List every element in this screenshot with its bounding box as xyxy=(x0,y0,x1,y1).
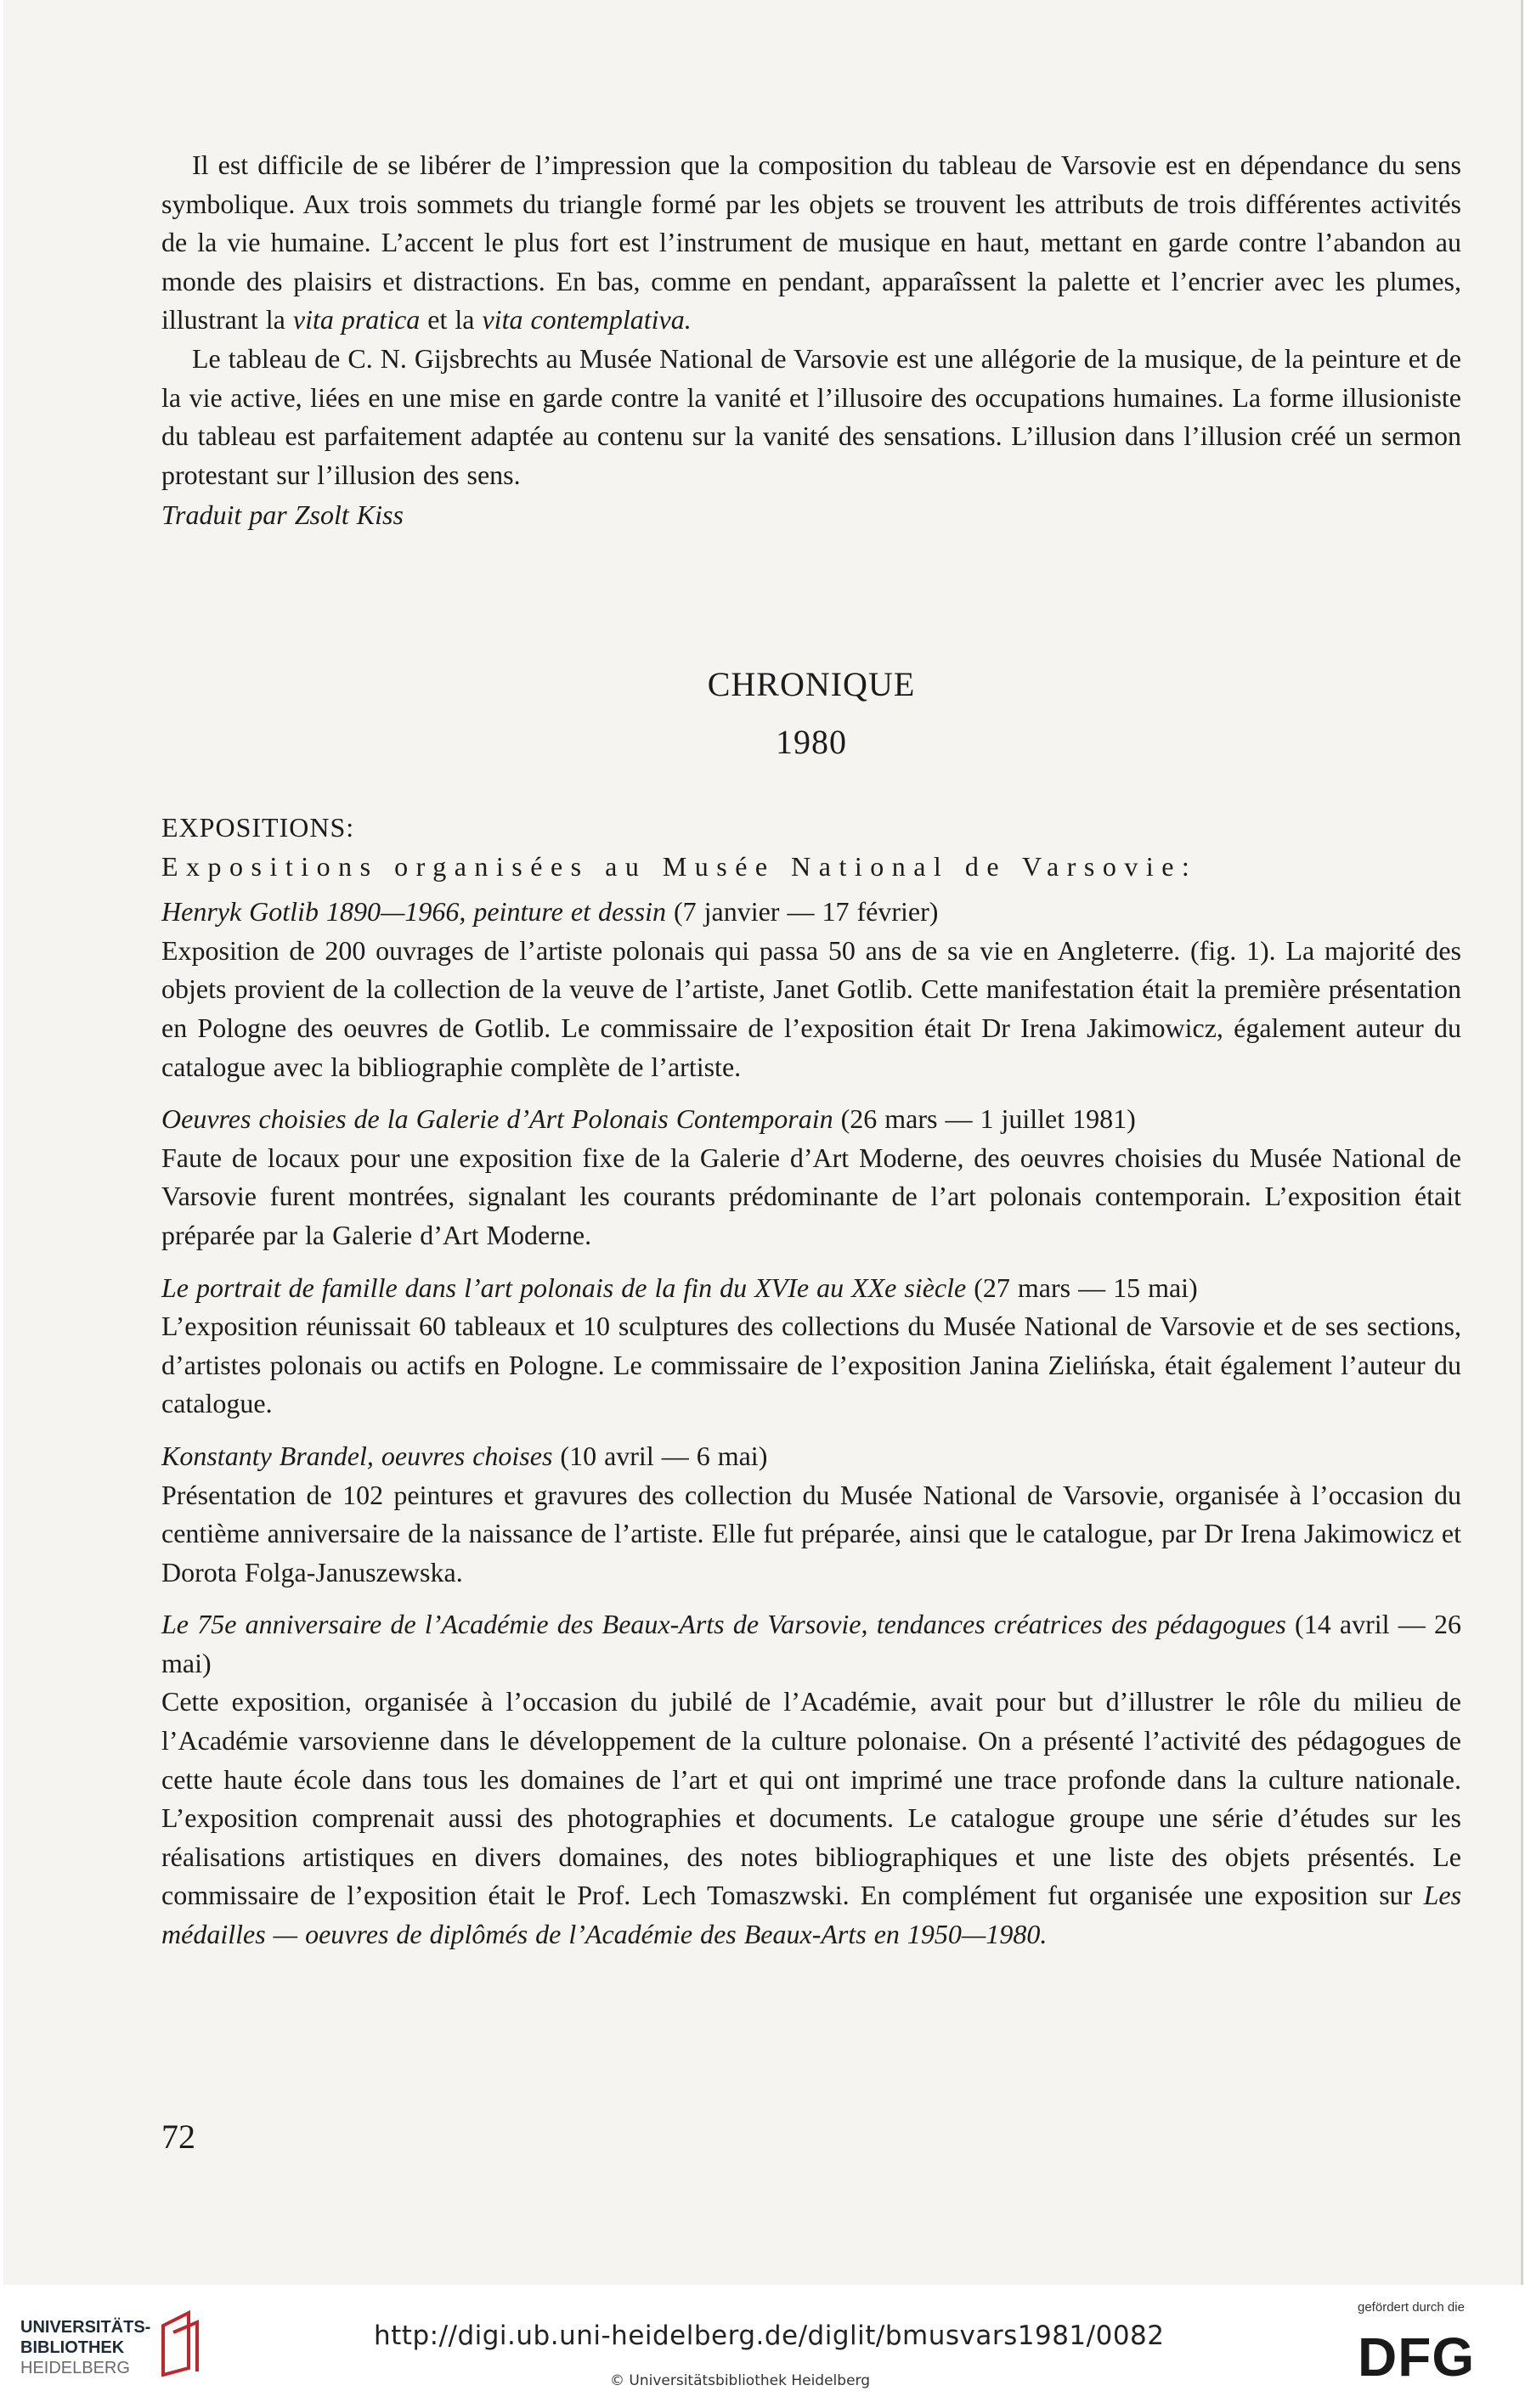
chronique-year: 1980 xyxy=(776,723,847,761)
copyright-text: © Universitätsbibliothek Heidelberg xyxy=(610,2372,871,2389)
translator-credit: Traduit par Zsolt Kiss xyxy=(161,499,404,531)
section-label: EXPOSITIONS: xyxy=(161,812,355,843)
entry-body-text: Cette exposition, organisée à l’occasion du jubilé de l’Académie, avait pour but d’illustrer le rôle du milieu de l’Académie varsovienne dans le développement de la culture polonaise. On a présenté l’activité des pédagogues de cette haute école dans tous les domaines de l’art et qui ont imprimé une trace profonde dans la culture nationale. L’exposition comprenait aussi des photographies et documents. Le catalogue groupe une série d’études sur les réalisations artistiques en divers domaines, des notes bibliographiques et une liste des objets présentés. Le commissaire de l’exposition était le Prof. Lech Tomaszwski. En complément fut organisée une exposition sur xyxy=(161,1686,1461,1911)
entry-title: Henryk Gotlib 1890—1966, peinture et dessin xyxy=(161,896,666,928)
entry-dates: (27 mars — 15 mai) xyxy=(974,1272,1198,1303)
exhibition-entry xyxy=(161,1605,1461,1954)
funded-by-text: gefördert durch die xyxy=(1358,2300,1465,2315)
entry-title: Oeuvres choisies de la Galerie d’Art Polonais Contemporain xyxy=(161,1103,833,1135)
expositions-section xyxy=(161,809,1461,1954)
page-number: 72 xyxy=(161,2118,195,2156)
intro-p1-mid: et la xyxy=(427,304,475,336)
entry-heading xyxy=(161,1269,1461,1308)
intro-text xyxy=(161,146,1461,535)
entry-body-italic: Les médailles — oeuvres de diplômés de l’Académie des Beaux-Arts en 1950—1980. xyxy=(161,1880,1462,1950)
entry-dates: (26 mars — 1 juillet 1981) xyxy=(840,1103,1136,1135)
entry-dates: (14 avril — 26 mai) xyxy=(161,1609,1462,1678)
exhibition-entry xyxy=(161,893,1461,1086)
entry-body: L’exposition réunissait 60 tableaux et 10 sculptures des collections du Musée National de Varsovie et de ses sections, d’artistes polonais ou actifs en Pologne. Le commissaire de l’exposition Janina Zielińska, était également l’auteur du catalogue. xyxy=(161,1311,1461,1419)
intro-paragraph-2: Le tableau de C. N. Gijsbrechts au Musée National de Varsovie est une allégorie de la musique, de la peinture et de la vie active, liées en une mise en garde contre la vanité et l’illusoire des occupations humaines. La forme illusioniste du tableau est parfaitement adaptée au contenu sur la vanité des sensations. L’illusion dans l’illusion créé un sermon protestant sur l’illusion des sens. xyxy=(161,342,1461,490)
intro-p1-italic-2: vita contemplativa. xyxy=(482,304,692,336)
dfg-logo: DFG xyxy=(1358,2326,1476,2388)
entry-heading xyxy=(161,1100,1461,1139)
library-logo-text xyxy=(20,2317,150,2378)
entry-heading xyxy=(161,893,1461,932)
entry-body xyxy=(161,1683,1461,1954)
logo-line-3: HEIDELBERG xyxy=(20,2359,130,2377)
intro-p1-italic-1: vita pratica xyxy=(292,304,421,336)
entry-heading xyxy=(161,1605,1461,1683)
entry-body: Exposition de 200 ouvrages de l’artiste polonais qui passa 50 ans de sa vie en Angleterre. (fig. 1). La majorité des objets provient de la collection de la veuve de l’artiste, Janet Gotlib. Cette manifestation était la première présentation en Pologne des oeuvres de Gotlib. Le commissaire de l’exposition était Dr Irena Jakimowicz, également auteur du catalogue avec la bibliographie complète de l’artiste. xyxy=(161,934,1461,1082)
source-url-link[interactable]: http://digi.ub.uni-heidelberg.de/diglit/bmusvars1981/0082 xyxy=(374,2321,1165,2351)
logo-line-2: BIBLIOTHEK xyxy=(20,2338,125,2357)
exhibition-entry xyxy=(161,1100,1461,1255)
entry-title: Konstanty Brandel, oeuvres choises xyxy=(161,1440,553,1471)
exhibition-entry xyxy=(161,1269,1461,1424)
entry-title: Le 75e anniversaire de l’Académie des Beaux-Arts de Varsovie, tendances créatrices des pédagogues xyxy=(161,1609,1286,1640)
entry-dates: (7 janvier — 17 février) xyxy=(673,896,939,928)
entry-title: Le portrait de famille dans l’art polonais de la fin du XVIe au XXe siècle xyxy=(161,1272,967,1303)
entry-heading xyxy=(161,1437,1461,1476)
entry-body: Faute de locaux pour une exposition fixe de la Galerie d’Art Moderne, des oeuvres choisies du Musée National de Varsovie furent montrées, signalant les courants prédominante de l’art polonais contemporain. L’exposition était préparée par la Galerie d’Art Moderne. xyxy=(161,1142,1461,1250)
intro-p1-text: Il est difficile de se libérer de l’impression que la composition du tableau de Varsovie est en dépendance du sens symbolique. Aux trois sommets du triangle formé par les objets se trouvent les attributs de trois différentes activités de la vie humaine. L’accent le plus fort est l’instrument de musique en haut, mettant en garde contre l’abandon au monde des plaisirs et distractions. En bas, comme en pendant, apparaîssent la palette et l’encrier avec les plumes, illustrant la xyxy=(161,149,1461,336)
exhibition-entry xyxy=(161,1437,1461,1592)
logo-line-1: UNIVERSITÄTS- xyxy=(20,2318,151,2337)
chronique-title: CHRONIQUE xyxy=(707,665,916,703)
entry-body: Présentation de 102 peintures et gravures des collection du Musée National de Varsovie, organisée à l’occasion du centième anniversaire de la naissance de l’artiste. Elle fut préparée, ainsi que le catalogue, par Dr Irena Jakimowicz et Dorota Folga-Januszewska. xyxy=(161,1479,1461,1587)
entry-dates: (10 avril — 6 mai) xyxy=(560,1440,768,1471)
subsection-heading: Expositions organisées au Musée National de Varsovie: xyxy=(161,850,1198,882)
intro-paragraph-1 xyxy=(161,146,1461,340)
library-logo-icon xyxy=(155,2309,206,2377)
